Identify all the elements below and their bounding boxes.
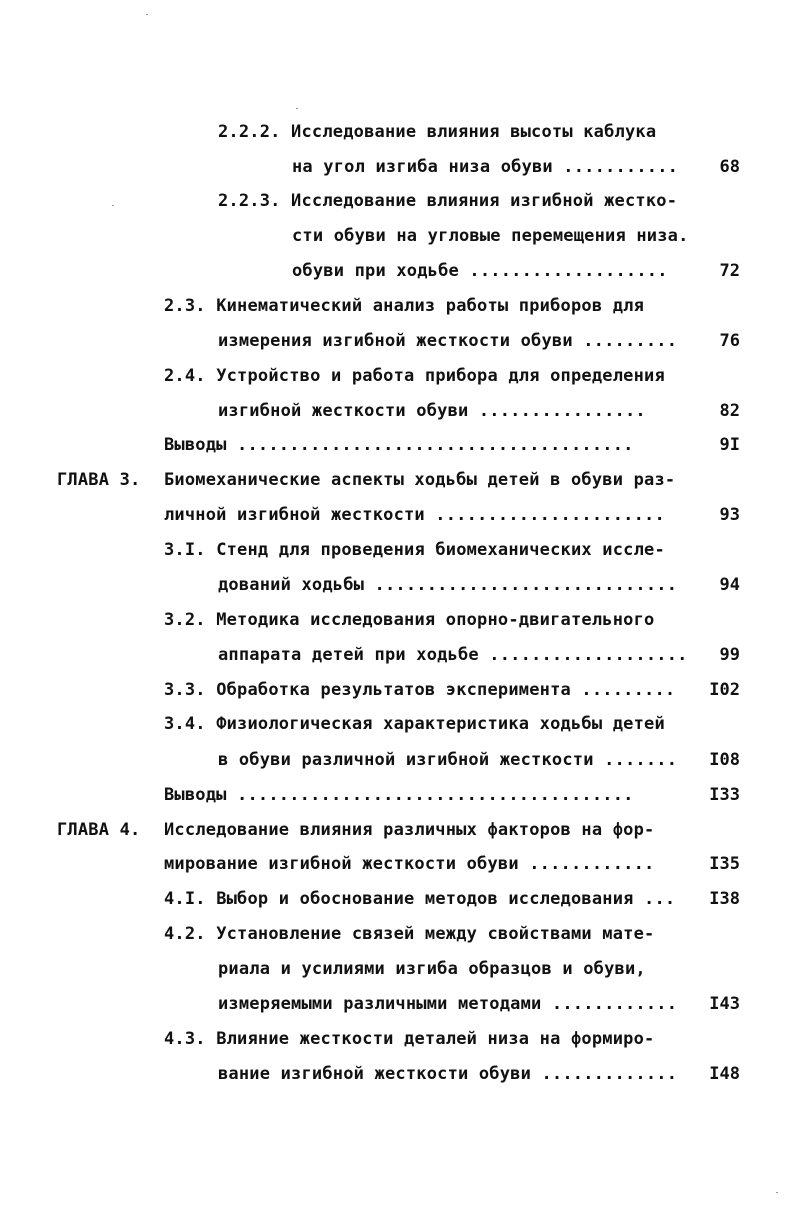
toc-page-number: 68	[719, 157, 740, 177]
toc-page-number: 99	[719, 645, 740, 665]
scan-speck	[146, 14, 148, 15]
toc-page-number: I35	[709, 854, 740, 874]
toc-section-number: 2.3.	[164, 296, 206, 316]
toc-chapter-label: ГЛАВА 4.	[57, 820, 141, 840]
toc-chapter-label: ГЛАВА 3.	[57, 470, 141, 490]
toc-section-number: 2.2.2.	[218, 122, 281, 142]
toc-entry-line: изгибной жесткости обуви ................	[218, 401, 646, 421]
toc-page-number: I02	[709, 680, 740, 700]
toc-section-number: 3.I.	[164, 540, 206, 560]
toc-section-number: 4.3.	[164, 1029, 206, 1049]
toc-section-number: 4.2.	[164, 924, 206, 944]
toc-entry-line: Биомеханические аспекты ходьбы детей в обуви раз-	[164, 470, 676, 490]
toc-entry-line: 4.I. Выбор и обоснование методов исследования ...	[164, 889, 676, 909]
toc-entry-line: Исследование влияния различных факторов на фор-	[164, 820, 655, 840]
toc-entry-line: 3.4. Физиологическая характеристика ходьбы детей	[164, 714, 665, 734]
toc-page-number: 94	[719, 575, 740, 595]
toc-page-number: 72	[719, 261, 740, 281]
toc-entry-line: 2.2.2. Исследование влияния высоты каблука	[218, 122, 657, 142]
toc-page-number: I43	[709, 994, 740, 1014]
toc-page-number: I48	[709, 1064, 740, 1084]
toc-entry-line: 3.I. Стенд для проведения биомеханических иссле-	[164, 540, 665, 560]
toc-section-number: 3.4.	[164, 714, 206, 734]
toc-entry-line: 2.2.3. Исследование влияния изгибной жестко-	[218, 191, 678, 211]
toc-section-number: 2.4.	[164, 366, 206, 386]
toc-page-number: I08	[709, 750, 740, 770]
toc-entry-line: 4.3. Влияние жесткости деталей низа на формиро-	[164, 1029, 655, 1049]
toc-entry-line: дований ходьбы .............................	[218, 575, 678, 595]
toc-entry-line: 3.3. Обработка результатов эксперимента .........	[164, 680, 676, 700]
toc-entry-line: сти обуви на угловые перемещения низа.	[292, 226, 689, 246]
toc-page-number: I38	[709, 889, 740, 909]
scan-speck	[776, 1192, 778, 1193]
toc-section-number: 3.2.	[164, 610, 206, 630]
toc-entry-line: измеряемыми различными методами ............	[218, 994, 678, 1014]
toc-section-number: 2.2.3.	[218, 191, 281, 211]
toc-entry-line: 3.2. Методика исследования опорно-двигательного	[164, 610, 655, 630]
toc-entry-line: вание изгибной жесткости обуви .............	[218, 1064, 678, 1084]
scan-speck	[296, 108, 298, 109]
scan-speck	[112, 205, 114, 206]
toc-page-number: 93	[719, 505, 740, 525]
toc-entry-line: личной изгибной жесткости ......................	[164, 505, 665, 525]
toc-conclusions: Выводы ......................................	[164, 435, 634, 455]
toc-entry-line: измерения изгибной жесткости обуви .........	[218, 331, 678, 351]
toc-page-number: I33	[709, 785, 740, 805]
toc-entry-line: 2.3. Кинематический анализ работы приборов для	[164, 296, 645, 316]
toc-entry-line: на угол изгиба низа обуви ...........	[292, 157, 679, 177]
toc-conclusions: Выводы ......................................	[164, 785, 634, 805]
toc-entry-line: обуви при ходьбе ...................	[292, 261, 668, 281]
toc-page-number: 82	[719, 401, 740, 421]
toc-page-number: 76	[719, 331, 740, 351]
toc-section-number: 3.3.	[164, 680, 206, 700]
toc-section-number: 4.I.	[164, 889, 206, 909]
toc-entry-line: 2.4. Устройство и работа прибора для определения	[164, 366, 665, 386]
toc-entry-line: 4.2. Установление связей между свойствами мате-	[164, 924, 655, 944]
toc-entry-line: в обуви различной изгибной жесткости .......	[218, 750, 678, 770]
toc-page-number: 9I	[719, 435, 740, 455]
toc-entry-line: риала и усилиями изгиба образцов и обуви,	[218, 959, 646, 979]
toc-entry-line: мирование изгибной жесткости обуви ............	[164, 854, 655, 874]
toc-entry-line: аппарата детей при ходьбе ...................	[218, 645, 688, 665]
